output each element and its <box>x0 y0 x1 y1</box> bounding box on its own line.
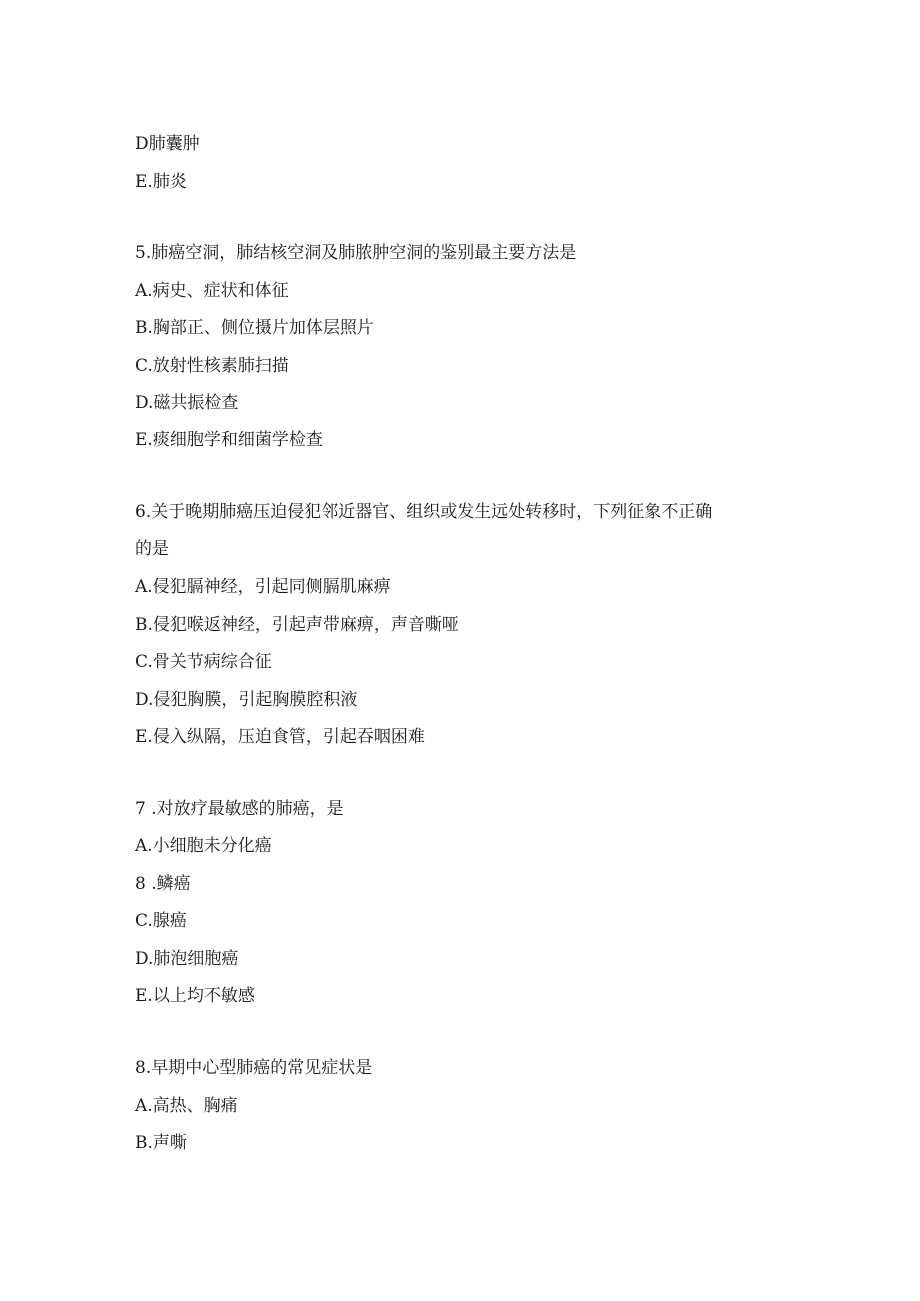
q7-stem: 7 .对放疗最敏感的肺癌，是 <box>135 799 344 819</box>
q7-option-a: A.小细胞未分化癌 <box>135 836 272 856</box>
q6-stem-line1: 6.关于晚期肺癌压迫侵犯邻近器官、组织或发生远处转移时，下列征象不正确 <box>135 502 713 522</box>
q7-option-c: C.腺癌 <box>135 911 187 931</box>
q5-stem: 5.肺癌空洞，肺结核空洞及肺脓肿空洞的鉴别最主要方法是 <box>135 243 577 263</box>
q8-option-b: B.声嘶 <box>135 1133 187 1153</box>
q6-option-a: A.侵犯膈神经，引起同侧膈肌麻痹 <box>135 577 391 597</box>
q8-stem: 8.早期中心型肺癌的常见症状是 <box>135 1058 373 1078</box>
q5-option-b: B.胸部正、侧位摄片加体层照片 <box>135 318 374 338</box>
q5-option-d: D.磁共振检查 <box>135 393 239 413</box>
q5-option-e: E.痰细胞学和细菌学检查 <box>135 430 323 450</box>
q7-option-b: 8 .鳞癌 <box>135 874 191 894</box>
q7-option-e: E.以上均不敏感 <box>135 986 255 1006</box>
q6-stem-line2: 的是 <box>135 539 169 559</box>
q8-option-a: A.高热、胸痛 <box>135 1096 238 1116</box>
q7-option-d: D.肺泡细胞癌 <box>135 949 239 969</box>
q5-option-c: C.放射性核素肺扫描 <box>135 356 289 376</box>
q4-option-d: D肺囊肿 <box>135 134 200 154</box>
q6-option-b: B.侵犯喉返神经，引起声带麻痹，声音嘶哑 <box>135 615 459 635</box>
q6-option-c: C.骨关节病综合征 <box>135 652 272 672</box>
q5-option-a: A.病史、症状和体征 <box>135 281 289 301</box>
q6-option-d: D.侵犯胸膜，引起胸膜腔积液 <box>135 690 358 710</box>
q4-option-e: E.肺炎 <box>135 172 187 192</box>
q6-option-e: E.侵入纵隔，压迫食管，引起吞咽困难 <box>135 727 425 747</box>
